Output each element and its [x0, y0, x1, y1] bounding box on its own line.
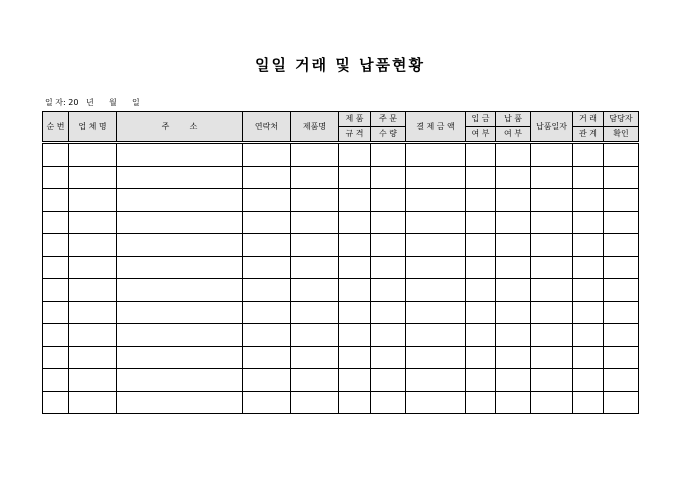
table-cell	[291, 166, 339, 189]
table-cell	[43, 369, 69, 392]
table-cell	[531, 301, 573, 324]
table-cell	[466, 234, 496, 257]
table-cell	[496, 189, 531, 212]
table-cell	[339, 369, 371, 392]
header-manager-top: 담당자	[604, 112, 639, 127]
table-cell	[243, 369, 291, 392]
table-cell	[604, 256, 639, 279]
table-cell	[43, 279, 69, 302]
table-cell	[339, 256, 371, 279]
table-cell	[43, 211, 69, 234]
table-cell	[531, 256, 573, 279]
table-cell	[371, 391, 406, 414]
header-contact: 연락처	[243, 112, 291, 143]
table-cell	[291, 234, 339, 257]
header-address: 주 소	[117, 112, 243, 143]
table-cell	[531, 189, 573, 212]
table-cell	[496, 256, 531, 279]
table-cell	[496, 391, 531, 414]
table-cell	[117, 324, 243, 347]
table-cell	[243, 301, 291, 324]
table-cell	[371, 189, 406, 212]
table-cell	[371, 256, 406, 279]
table-cell	[466, 346, 496, 369]
table-cell	[371, 301, 406, 324]
table-cell	[496, 279, 531, 302]
table-cell	[243, 234, 291, 257]
header-company: 업 체 명	[69, 112, 117, 143]
table-cell	[243, 166, 291, 189]
table-cell	[371, 211, 406, 234]
table-cell	[117, 301, 243, 324]
table-cell	[243, 189, 291, 212]
header-spec-top: 제 품	[339, 112, 371, 127]
table-cell	[496, 369, 531, 392]
table-cell	[573, 391, 604, 414]
table-cell	[69, 324, 117, 347]
table-cell	[371, 143, 406, 167]
table-cell	[69, 234, 117, 257]
table-cell	[243, 346, 291, 369]
table-cell	[43, 256, 69, 279]
table-cell	[531, 346, 573, 369]
table-cell	[339, 234, 371, 257]
table-cell	[496, 234, 531, 257]
table-row	[43, 279, 639, 302]
document-title: 일일 거래 및 납품현황	[254, 56, 426, 74]
table-cell	[604, 189, 639, 212]
header-deposit-bottom: 여 부	[466, 127, 496, 143]
table-cell	[466, 143, 496, 167]
table-cell	[43, 324, 69, 347]
table-cell	[466, 324, 496, 347]
table-cell	[117, 143, 243, 167]
table-cell	[43, 234, 69, 257]
table-cell	[291, 189, 339, 212]
table-cell	[43, 143, 69, 167]
table-cell	[573, 279, 604, 302]
table-cell	[43, 301, 69, 324]
table-cell	[604, 166, 639, 189]
table-cell	[573, 234, 604, 257]
header-relation-bottom: 관 계	[573, 127, 604, 143]
table-cell	[117, 369, 243, 392]
table-cell	[339, 143, 371, 167]
table-cell	[43, 189, 69, 212]
table-cell	[604, 369, 639, 392]
table-cell	[69, 391, 117, 414]
table-cell	[573, 369, 604, 392]
table-cell	[573, 256, 604, 279]
table-cell	[117, 166, 243, 189]
header-quantity-bottom: 수 량	[371, 127, 406, 143]
table-cell	[243, 143, 291, 167]
table-cell	[604, 346, 639, 369]
table-cell	[531, 324, 573, 347]
header-relation-top: 거 래	[573, 112, 604, 127]
table-cell	[496, 324, 531, 347]
table-row	[43, 211, 639, 234]
header-deposit-top: 입 금	[466, 112, 496, 127]
table-cell	[371, 166, 406, 189]
table-cell	[117, 234, 243, 257]
table-cell	[573, 166, 604, 189]
table-cell	[496, 166, 531, 189]
table-cell	[531, 211, 573, 234]
table-cell	[466, 369, 496, 392]
table-cell	[243, 391, 291, 414]
header-quantity-top: 주 문	[371, 112, 406, 127]
table-cell	[291, 324, 339, 347]
table-row	[43, 143, 639, 167]
table-cell	[291, 301, 339, 324]
table-cell	[531, 391, 573, 414]
table-cell	[406, 143, 466, 167]
header-manager-bottom: 확인	[604, 127, 639, 143]
table-cell	[406, 324, 466, 347]
table-cell	[496, 346, 531, 369]
table-cell	[339, 279, 371, 302]
table-cell	[604, 279, 639, 302]
table-cell	[406, 369, 466, 392]
table-cell	[117, 346, 243, 369]
table-cell	[291, 211, 339, 234]
table-cell	[117, 256, 243, 279]
table-cell	[573, 346, 604, 369]
table-row	[43, 256, 639, 279]
table-cell	[291, 279, 339, 302]
table-body	[43, 143, 639, 414]
table-cell	[466, 211, 496, 234]
table-cell	[117, 279, 243, 302]
table-cell	[69, 301, 117, 324]
table-cell	[371, 234, 406, 257]
table-cell	[339, 391, 371, 414]
table-cell	[243, 324, 291, 347]
table-row	[43, 391, 639, 414]
table-cell	[406, 256, 466, 279]
table-cell	[604, 301, 639, 324]
table-cell	[43, 391, 69, 414]
table-cell	[243, 279, 291, 302]
table-row	[43, 346, 639, 369]
table-cell	[339, 211, 371, 234]
table-cell	[573, 301, 604, 324]
header-amount: 결 제 금 액	[406, 112, 466, 143]
table-cell	[291, 256, 339, 279]
table-cell	[406, 211, 466, 234]
table-cell	[291, 143, 339, 167]
table-cell	[604, 143, 639, 167]
table-cell	[531, 234, 573, 257]
date-line: 일 자: 20 년 월 일	[45, 98, 140, 107]
table-cell	[573, 189, 604, 212]
transaction-table	[42, 111, 639, 414]
table-cell	[466, 301, 496, 324]
table-cell	[117, 211, 243, 234]
table-cell	[573, 143, 604, 167]
table-cell	[69, 256, 117, 279]
table-cell	[466, 166, 496, 189]
table-cell	[466, 256, 496, 279]
table-cell	[69, 166, 117, 189]
table-cell	[406, 234, 466, 257]
table-cell	[604, 234, 639, 257]
table-cell	[69, 279, 117, 302]
table-cell	[406, 391, 466, 414]
table-cell	[291, 346, 339, 369]
table-cell	[406, 301, 466, 324]
table-cell	[604, 211, 639, 234]
table-row	[43, 166, 639, 189]
table-cell	[531, 166, 573, 189]
table-cell	[339, 189, 371, 212]
table-cell	[291, 369, 339, 392]
table-cell	[69, 143, 117, 167]
table-cell	[43, 166, 69, 189]
table-cell	[406, 346, 466, 369]
table-cell	[243, 256, 291, 279]
table-cell	[339, 301, 371, 324]
table-cell	[531, 143, 573, 167]
table-row	[43, 324, 639, 347]
table-cell	[69, 211, 117, 234]
header-spec-bottom: 규 격	[339, 127, 371, 143]
table-cell	[371, 324, 406, 347]
table-cell	[573, 324, 604, 347]
table-cell	[371, 369, 406, 392]
table-cell	[531, 279, 573, 302]
table-cell	[496, 301, 531, 324]
table-row	[43, 369, 639, 392]
table-cell	[406, 166, 466, 189]
table-cell	[371, 279, 406, 302]
table-cell	[466, 391, 496, 414]
table-cell	[406, 189, 466, 212]
table-cell	[406, 279, 466, 302]
table-row	[43, 189, 639, 212]
table-cell	[371, 346, 406, 369]
table-row	[43, 301, 639, 324]
table-cell	[339, 166, 371, 189]
table-cell	[531, 369, 573, 392]
table-cell	[496, 211, 531, 234]
header-delivered-top: 납 품	[496, 112, 531, 127]
table-cell	[573, 211, 604, 234]
table-cell	[117, 189, 243, 212]
header-seq: 순 번	[43, 112, 69, 143]
table-cell	[496, 143, 531, 167]
table-cell	[69, 369, 117, 392]
table-cell	[43, 346, 69, 369]
table-cell	[604, 391, 639, 414]
table-cell	[604, 324, 639, 347]
table-cell	[243, 211, 291, 234]
table-row	[43, 234, 639, 257]
table-cell	[69, 189, 117, 212]
table-cell	[69, 346, 117, 369]
table-cell	[466, 189, 496, 212]
header-delivered-bottom: 여 부	[496, 127, 531, 143]
table-cell	[339, 324, 371, 347]
header-product: 제품명	[291, 112, 339, 143]
table-cell	[339, 346, 371, 369]
table-cell	[117, 391, 243, 414]
table-cell	[466, 279, 496, 302]
table-cell	[291, 391, 339, 414]
header-delivery-date: 납품일자	[531, 112, 573, 143]
